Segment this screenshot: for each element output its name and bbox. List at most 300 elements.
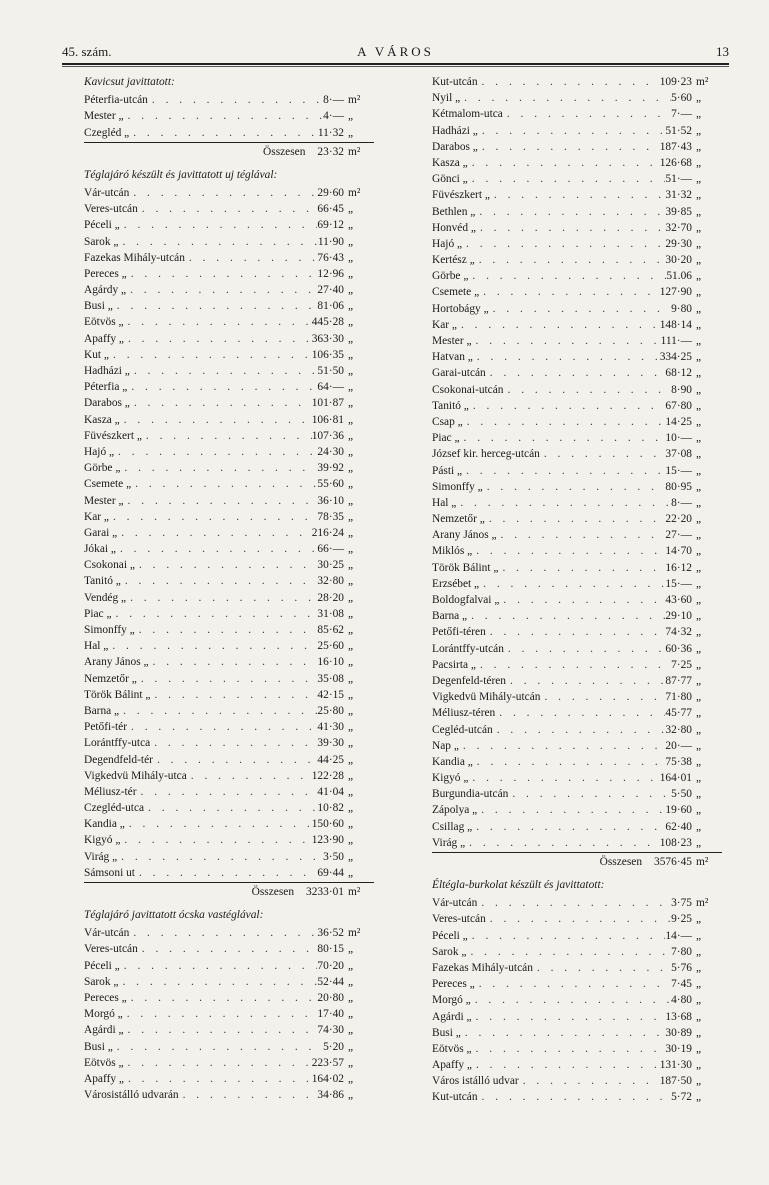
dot-leader <box>456 495 671 511</box>
dot-leader <box>489 301 671 317</box>
unit-label: „ <box>348 975 354 988</box>
dot-leader <box>108 638 317 654</box>
unit-label: m² <box>348 94 361 107</box>
area-value: 187·43 <box>659 140 692 153</box>
unit-label: „ <box>348 575 354 588</box>
dot-leader <box>124 493 318 509</box>
dot-leader <box>506 673 665 689</box>
street-name: Piac „ <box>84 607 112 620</box>
area-value: 445·28 <box>311 316 344 329</box>
dot-leader <box>473 349 660 365</box>
table-row <box>84 719 374 735</box>
street-name: Erzsébet „ <box>432 577 480 590</box>
dot-leader <box>465 835 660 851</box>
table-row <box>432 1025 722 1041</box>
dot-leader <box>149 654 318 670</box>
unit-label: „ <box>696 961 702 974</box>
page-header <box>62 44 729 62</box>
area-value: 32·70 <box>665 221 692 234</box>
table-row <box>84 832 374 848</box>
table-row <box>84 1006 374 1022</box>
table-row <box>84 816 374 832</box>
unit-label: „ <box>696 124 702 137</box>
unit-label: „ <box>696 772 702 785</box>
dot-leader <box>472 543 665 559</box>
area-value: 27·— <box>665 529 692 542</box>
unit-label: „ <box>348 1040 354 1053</box>
street-name: Garai „ <box>84 526 118 539</box>
total-label: Összesen <box>263 145 306 158</box>
table-row <box>84 125 374 141</box>
table-row <box>432 1089 722 1105</box>
street-name: Hal „ <box>84 640 109 653</box>
unit-label: „ <box>348 300 354 313</box>
unit-label: „ <box>696 642 702 655</box>
street-name: Pereces „ <box>84 267 127 280</box>
dot-leader <box>124 108 324 124</box>
unit-label: „ <box>348 267 354 280</box>
table-row <box>432 657 722 673</box>
area-value: 60·36 <box>665 642 692 655</box>
unit-label: „ <box>696 108 702 121</box>
table-row <box>84 509 374 525</box>
area-value: 7·— <box>671 108 692 121</box>
street-name: Péceli „ <box>84 959 120 972</box>
dot-leader <box>124 1071 312 1087</box>
table-row <box>84 266 374 282</box>
dot-leader <box>137 784 318 800</box>
area-value: 14·— <box>665 929 692 942</box>
dot-leader <box>127 379 317 395</box>
street-name: Petőfi-téren <box>432 626 486 639</box>
dot-leader <box>504 641 666 657</box>
area-value: 43·60 <box>665 594 692 606</box>
street-name: Vigkedvü Mihály-utca <box>84 769 187 782</box>
table-row <box>432 992 722 1008</box>
street-name: Sarok „ <box>432 945 467 958</box>
street-name: Gönci „ <box>432 173 468 186</box>
area-value: 35·08 <box>317 672 344 685</box>
unit-label: „ <box>696 707 702 720</box>
area-value: 15·— <box>665 464 692 477</box>
area-value: 148·14 <box>659 318 692 331</box>
area-value: 25·60 <box>317 640 344 653</box>
street-name: Füvészkert „ <box>84 429 142 442</box>
street-name: Fazekas Mihály-utcán <box>84 251 185 264</box>
street-name: Nemzetőr „ <box>84 672 137 685</box>
street-name: Agárdy „ <box>84 284 127 297</box>
table-row <box>84 92 374 108</box>
area-value: 164·01 <box>659 772 692 785</box>
dot-leader <box>150 687 317 703</box>
dot-leader <box>504 382 672 398</box>
area-value: 69·44 <box>317 866 344 879</box>
street-name: Garai-utcán <box>432 367 486 380</box>
street-name: Virág „ <box>432 836 466 849</box>
total-row <box>84 142 374 161</box>
area-value: 37·08 <box>665 448 692 461</box>
dot-leader <box>475 976 671 992</box>
table-row <box>84 573 374 589</box>
dot-leader <box>540 446 666 462</box>
area-value: 123·90 <box>311 834 344 847</box>
unit-label: „ <box>696 173 702 186</box>
unit-label: „ <box>348 688 354 701</box>
street-name: Nemzetőr „ <box>432 513 485 526</box>
unit-label: „ <box>348 316 354 329</box>
table-row <box>84 752 374 768</box>
street-name: Kut „ <box>84 348 109 361</box>
area-value: 74·32 <box>665 626 692 639</box>
dot-leader <box>486 624 666 640</box>
table-row <box>432 705 722 721</box>
street-name: Kandia „ <box>432 755 473 768</box>
table-row <box>432 430 722 446</box>
table-row <box>84 865 374 881</box>
street-name: Kasza „ <box>84 413 120 426</box>
dot-leader <box>462 463 665 479</box>
area-value: 11·32 <box>317 126 344 139</box>
dot-leader <box>485 511 666 527</box>
total-row <box>84 882 374 901</box>
street-name: Kar „ <box>432 318 457 331</box>
dot-leader <box>119 703 317 719</box>
table-row <box>432 624 722 640</box>
table-row <box>432 835 722 851</box>
dot-leader <box>472 333 661 349</box>
area-value: 10·82 <box>317 802 344 815</box>
area-value: 41·30 <box>317 721 344 734</box>
unit-label: „ <box>696 594 702 606</box>
table-row <box>84 363 374 379</box>
dot-leader <box>138 941 318 957</box>
area-value: 34·86 <box>317 1089 344 1102</box>
unit-label: „ <box>348 1024 354 1037</box>
table-section <box>84 907 374 1103</box>
table-row <box>432 301 722 317</box>
dot-leader <box>120 217 318 233</box>
street-name: Csillag „ <box>432 820 473 833</box>
table-row <box>84 476 374 492</box>
dot-leader <box>460 430 666 446</box>
dot-leader <box>519 1073 660 1089</box>
section-heading: Téglajáró készült és javittatott uj téglával: <box>84 168 278 181</box>
table-row <box>84 314 374 330</box>
area-value: 32·80 <box>317 575 344 588</box>
dot-leader <box>471 992 671 1008</box>
area-value: 216·24 <box>311 526 344 539</box>
area-value: 78·35 <box>317 510 344 523</box>
header-rule-thin <box>62 66 729 67</box>
dot-leader <box>187 768 312 784</box>
dot-leader <box>185 250 318 266</box>
unit-label: „ <box>348 704 354 717</box>
area-value: 131·30 <box>659 1059 692 1072</box>
area-value: 363·30 <box>311 332 344 345</box>
area-value: 187·50 <box>659 1075 692 1088</box>
street-name: Hal „ <box>432 496 457 509</box>
street-name: Czegléd „ <box>84 126 130 139</box>
area-value: 108·23 <box>659 836 692 849</box>
table-row <box>432 944 722 960</box>
total-label: Összesen <box>251 886 295 899</box>
area-value: 5·76 <box>671 961 692 974</box>
dot-leader <box>117 525 312 541</box>
dot-leader <box>114 444 317 460</box>
street-name: Busi „ <box>84 1040 113 1053</box>
street-name: Füvészkert „ <box>432 189 490 202</box>
area-value: 11·90 <box>317 235 344 248</box>
unit-label: „ <box>348 737 354 750</box>
dot-leader <box>116 541 317 557</box>
unit-label: „ <box>348 1056 354 1069</box>
table-row <box>432 414 722 430</box>
street-name: Sarok „ <box>84 975 119 988</box>
unit-label: „ <box>696 318 702 331</box>
street-name: Eötvös „ <box>84 1056 124 1069</box>
area-value: 101·87 <box>311 397 344 410</box>
area-value: 5·60 <box>671 92 692 105</box>
unit-label: „ <box>348 332 354 345</box>
unit-label: „ <box>696 1091 702 1104</box>
dot-leader <box>109 347 312 363</box>
unit-label: „ <box>348 219 354 232</box>
table-row <box>432 187 722 203</box>
table-row <box>84 606 374 622</box>
table-row <box>432 608 722 624</box>
street-name: Veres-utcán <box>432 913 486 926</box>
table-row <box>432 1073 722 1089</box>
table-row <box>84 541 374 557</box>
table-row <box>84 958 374 974</box>
dot-leader <box>478 1089 672 1105</box>
unit-label: „ <box>348 543 354 556</box>
street-name: Kandia „ <box>84 818 125 831</box>
unit-label: „ <box>696 156 702 169</box>
table-row <box>432 446 722 462</box>
area-value: 30·19 <box>665 1042 692 1055</box>
area-value: 111·— <box>660 335 692 347</box>
street-name: Veres-utcán <box>84 203 138 216</box>
area-value: 7·25 <box>671 658 692 671</box>
street-name: Méliusz-téren <box>432 707 496 720</box>
unit-label: „ <box>348 640 354 653</box>
dot-leader <box>475 204 665 220</box>
table-row <box>84 735 374 751</box>
total-unit: m² <box>348 886 361 899</box>
area-value: 107·36 <box>311 429 344 442</box>
unit-label: „ <box>348 381 354 394</box>
street-name: József kir. herceg-utcán <box>432 448 540 461</box>
area-value: 5·20 <box>323 1040 344 1053</box>
unit-label: „ <box>696 480 702 493</box>
table-row <box>432 928 722 944</box>
street-name: Morgó „ <box>84 1008 123 1021</box>
street-name: Mester „ <box>84 494 124 507</box>
dot-leader <box>127 990 318 1006</box>
street-name: Csokonai „ <box>84 559 135 572</box>
street-name: Degendfeld-tér <box>84 753 153 766</box>
table-row <box>84 1071 374 1087</box>
dot-leader <box>117 849 323 865</box>
unit-label: „ <box>348 494 354 507</box>
street-name: Csemete „ <box>84 478 132 491</box>
dot-leader <box>137 671 318 687</box>
unit-label: m² <box>696 76 709 88</box>
street-name: Arany János „ <box>432 529 497 542</box>
left-column <box>84 74 374 1103</box>
street-name: Török Bálint „ <box>432 561 499 574</box>
street-name: Péceli „ <box>432 929 468 942</box>
table-row <box>432 786 722 802</box>
table-row <box>84 849 374 865</box>
street-name: Virág „ <box>84 850 118 863</box>
area-value: 70·20 <box>317 959 344 972</box>
unit-label: „ <box>696 1042 702 1055</box>
table-row <box>432 527 722 543</box>
unit-label: „ <box>348 850 354 863</box>
dot-leader <box>129 125 318 141</box>
unit-label: „ <box>348 656 354 669</box>
area-value: 3·75 <box>671 897 692 910</box>
dot-leader <box>476 657 671 673</box>
unit-label: „ <box>696 140 702 153</box>
section-heading: Éltégla-burkolat készült és javittatott: <box>432 879 605 891</box>
unit-label: „ <box>696 929 702 942</box>
table-row <box>432 976 722 992</box>
dot-leader <box>490 187 666 203</box>
street-name: Nyil „ <box>432 92 461 105</box>
total-unit: m² <box>696 856 709 868</box>
unit-label: „ <box>696 610 702 623</box>
unit-label: „ <box>696 755 702 768</box>
table-row <box>84 622 374 638</box>
street-name: Cegléd-utcán <box>432 723 493 736</box>
area-value: 106·35 <box>311 348 344 361</box>
area-value: 51.06 <box>666 270 692 283</box>
dot-leader <box>112 606 318 622</box>
area-value: 5·72 <box>671 1091 692 1104</box>
area-value: 27·40 <box>317 284 344 297</box>
street-name: Péceli „ <box>84 219 120 232</box>
area-value: 7·45 <box>671 978 692 991</box>
area-value: 28·20 <box>317 591 344 604</box>
section-heading: Kavicsut javittatott: <box>84 76 175 88</box>
area-value: 164·02 <box>311 1072 344 1085</box>
dot-leader <box>124 331 312 347</box>
area-value: 14·25 <box>665 415 692 428</box>
street-name: Kut-utcán <box>432 76 478 88</box>
area-value: 52·44 <box>317 975 344 988</box>
dot-leader <box>120 460 317 476</box>
table-row <box>432 673 722 689</box>
street-name: Busi „ <box>84 300 113 313</box>
street-name: Kigyó „ <box>432 772 469 785</box>
street-name: Miklós „ <box>432 545 473 558</box>
dot-leader <box>533 960 671 976</box>
unit-label: „ <box>696 286 702 299</box>
unit-label: „ <box>696 1059 702 1072</box>
area-value: 68·12 <box>665 367 692 380</box>
area-value: 334·25 <box>659 351 692 364</box>
table-row <box>432 802 722 818</box>
area-value: 20·80 <box>317 991 344 1004</box>
area-value: 4·— <box>323 110 344 123</box>
dot-leader <box>153 752 317 768</box>
table-row <box>84 941 374 957</box>
table-row <box>432 171 722 187</box>
unit-label: „ <box>696 1075 702 1088</box>
unit-label: „ <box>348 526 354 539</box>
table-row <box>84 217 374 233</box>
unit-label: „ <box>348 445 354 458</box>
area-value: 55·60 <box>317 478 344 491</box>
unit-label: „ <box>348 672 354 685</box>
area-value: 5·50 <box>671 788 692 801</box>
table-row <box>432 895 722 911</box>
area-value: 42·15 <box>317 688 344 701</box>
dot-leader <box>508 786 671 802</box>
area-value: 39·92 <box>317 462 344 475</box>
area-value: 87·77 <box>665 674 692 687</box>
dot-leader <box>478 123 666 139</box>
dot-leader <box>135 622 318 638</box>
table-row <box>84 687 374 703</box>
street-name: Lorántffy-utca <box>84 737 151 750</box>
table-row <box>84 331 374 347</box>
unit-label: „ <box>696 1010 702 1023</box>
dot-leader <box>463 414 666 430</box>
street-name: Hortobágy „ <box>432 302 489 315</box>
table-row <box>84 638 374 654</box>
unit-label: „ <box>348 235 354 248</box>
dot-leader <box>461 1025 666 1041</box>
unit-label: „ <box>696 237 702 250</box>
street-name: Méliusz-tér <box>84 785 137 798</box>
dot-leader <box>120 832 311 848</box>
unit-label: „ <box>348 802 354 815</box>
unit-label: „ <box>348 943 354 956</box>
table-row <box>432 722 722 738</box>
unit-label: „ <box>348 110 354 123</box>
unit-label: „ <box>348 721 354 734</box>
area-value: 10·— <box>665 432 692 445</box>
unit-label: „ <box>348 251 354 264</box>
dot-leader <box>118 974 317 990</box>
dot-leader <box>472 1041 666 1057</box>
street-name: Hajó „ <box>84 445 115 458</box>
table-row <box>432 689 722 705</box>
table-row <box>84 784 374 800</box>
table-row <box>84 974 374 990</box>
table-row <box>432 349 722 365</box>
unit-label: „ <box>696 221 702 234</box>
street-name: Agárdi „ <box>84 1024 124 1037</box>
unit-label: „ <box>696 723 702 736</box>
table-row <box>84 1022 374 1038</box>
area-value: 32·80 <box>665 723 692 736</box>
total-label: Összesen <box>599 856 643 868</box>
table-row <box>432 641 722 657</box>
unit-label: „ <box>348 991 354 1004</box>
street-name: Hatvan „ <box>432 351 473 364</box>
unit-label: „ <box>348 1072 354 1085</box>
table-row <box>84 703 374 719</box>
table-row <box>432 220 722 236</box>
area-value: 81·06 <box>317 300 344 313</box>
dot-leader <box>120 958 318 974</box>
table-row <box>432 139 722 155</box>
